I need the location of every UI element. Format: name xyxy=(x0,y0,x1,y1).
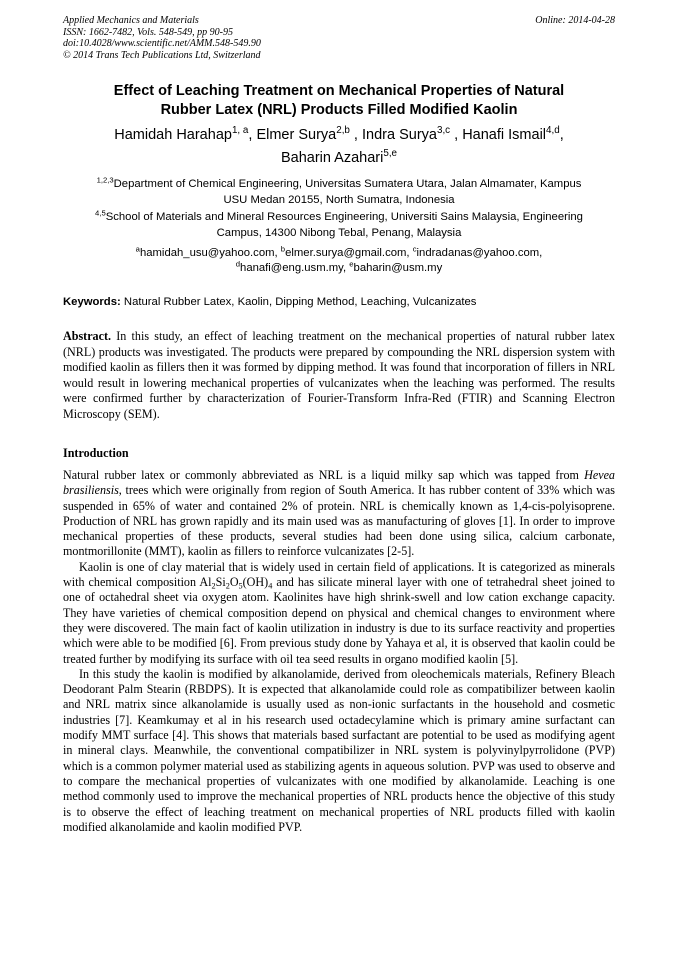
author-affiliation-mark: 5,e xyxy=(383,148,398,160)
keywords-label: Keywords: xyxy=(63,296,121,308)
author-name: Baharin Azahari xyxy=(280,150,384,166)
affiliation xyxy=(63,210,615,241)
email-link[interactable]: hamidah_usu@yahoo.com, xyxy=(139,247,278,259)
journal-issn: ISSN: 1662-7482, Vols. 548-549, pp 90-95 xyxy=(63,26,233,38)
paragraph: In this study the kaolin is modified by alkanolamide, derived from oleochemicals materials, Refinery Bleach Deodorant Palm Stearin (RBDPS). It is expected that alkanolamide could role as compatibilizer between kaolin and NRL matrix since alkanolamide is usually used as non-ionic surfactants in the household and cosmetic industries [7]. Keamkumay et al in his research used octadecylamine which is primary amine surfactant can modify MMT surface [4]. This shows that materials based surfactant are potential to be used as modifying agent in mineral clays. Meanwhile, the conventional compatibilizer in NRL system is polyvinylpyrrolidone (PVP) which is a common polymer material used as stabilizing agents in aqueous solution. PVP was used to observe and to compare the mechanical properties of vulcanizates with one modified by alkanolamide. Leaching is one method commonly used to improve the mechanical properties of NRL products hence the objective of this study is to observe the effect of leaching treatment on mechanical properties of NRL products filled with kaolin modified alkanolamide and kaolin modified PVP. xyxy=(63,666,615,834)
author-name: Hanafi Ismail xyxy=(462,127,547,143)
affiliation-text: Campus, 14300 Nibong Tebal, Penang, Malaysia xyxy=(216,226,462,239)
section-heading-introduction: Introduction xyxy=(63,446,129,460)
journal-name: Applied Mechanics and Materials xyxy=(63,15,199,26)
affiliation-text: USU Medan 20155, North Sumatra, Indonesia xyxy=(223,193,455,206)
abstract-label: Abstract. xyxy=(63,329,112,343)
author-separator: , xyxy=(450,127,463,143)
author-name: Elmer Surya xyxy=(256,127,337,143)
author-name: Indra Surya xyxy=(362,127,437,143)
affiliation-text: Department of Chemical Engineering, Universitas Sumatera Utara, Jalan Almamater, Kampus xyxy=(113,178,582,190)
author-affiliation-mark: 4,d xyxy=(546,125,560,137)
keywords xyxy=(63,295,615,310)
abstract xyxy=(63,329,615,423)
author-emails: $^a$hamidah_usu@yahoo.com, $^b$elmer.surya@gmail.com, $^c$indradanas@yahoo.com, $^d$hanafi@eng.usm.my, $^e$baharin@usm.my xyxy=(135,244,543,274)
author-separator: , xyxy=(349,127,362,143)
email-link[interactable]: indradanas@yahoo.com, xyxy=(416,247,543,259)
author-name: Hamidah Harahap xyxy=(114,127,232,143)
author-line-1 xyxy=(63,124,615,147)
affiliation-text: School of Materials and Mineral Resources Engineering, Universiti Sains Malaysia, Engineering xyxy=(105,211,583,223)
author-affiliation-mark: 3,c xyxy=(436,125,451,137)
journal-doi: doi:10.4028/www.scientific.net/AMM.548-549.90 xyxy=(63,38,261,49)
paper-title xyxy=(63,82,615,120)
author-line-2 xyxy=(63,147,615,170)
author-separator: , xyxy=(248,127,257,143)
author-affiliation-mark: 2,b xyxy=(336,125,350,137)
paragraph: Natural rubber latex or commonly abbreviated as NRL is a liquid milky sap which was tapped from Hevea brasiliensis, trees which were originally from region of South America. It has rubber content of 33% which was suspended in 65% of water and contained 2% of protein. NRL is chemically known as 1,4-cis-polyisoprene. Production of NRL has grown rapidly and its main used was as manufacturing of gloves [1]. In order to improve mechanical properties of these products, several studies had been done using silica, calcium carbonate, montmorillonite (MMT), kaolin as fillers to reinforce vulcanizates [2-5]. xyxy=(63,468,615,559)
journal-copyright: © 2014 Trans Tech Publications Ltd, Switzerland xyxy=(63,49,261,61)
author-affiliation-mark: 1, a xyxy=(231,125,249,137)
journal-header xyxy=(63,15,615,61)
affiliation xyxy=(63,177,615,208)
email-link[interactable]: baharin@usm.my xyxy=(353,262,443,274)
email-link[interactable]: hanafi@eng.usm.my, xyxy=(240,262,347,274)
paper-title-line-2: Rubber Latex (NRL) Products Filled Modified Kaolin xyxy=(160,102,518,118)
online-date: Online: 2014-04-28 xyxy=(535,15,615,26)
keywords-text: Natural Rubber Latex, Kaolin, Dipping Method, Leaching, Vulcanizates xyxy=(123,296,477,308)
author-list xyxy=(63,124,615,170)
paper-title-line-1: Effect of Leaching Treatment on Mechanical Properties of Natural xyxy=(113,83,565,99)
species-name: Hevea brasiliensis xyxy=(63,468,615,498)
abstract-text: In this study, an effect of leaching treatment on the mechanical properties of natural rubber latex (NRL) products was investigated. The products were prepared by compounding the NRL dispersion system with modified kaolin as fillers then it was formed by dipping method. It was found that incorporation of fillers in NRL would result in lowering mechanical properties of vulcanizates when the leaching was performed. The results were confirmed further by characterization of Fourier-Transform Infra-Red (FTIR) and Scanning Electron Microscopy (SEM). xyxy=(63,329,616,421)
paragraph: Kaolin is one of clay material that is widely used in certain field of applications. It is categorized as minerals with chemical composition $Al_2Si_2O_5(OH)_4$ and has silicate mineral layer with one of tetrahedral sheet joined to one of octahedral sheet via oxygen atom. Kaolinites have high shrink-swell and low cation exchange capacity. They have varieties of chemical composition depend on physical and chemical changes to environment where they were discovered. The main fact of kaolin utilization in industry is due to its surface reactivity and properties which were able to be modified [6]. From previous study done by Yahaya et al, it is observed that kaolin could be treated further by modifying its surface with oil tea seed results in organo modified kaolin [5]. xyxy=(63,559,615,666)
affiliation-mark: 1,2,3 xyxy=(96,175,114,185)
affiliation-mark: 4,5 xyxy=(95,208,106,218)
author-separator: , xyxy=(559,127,564,143)
email-link[interactable]: elmer.surya@gmail.com, xyxy=(285,247,410,259)
introduction-body xyxy=(63,468,615,835)
